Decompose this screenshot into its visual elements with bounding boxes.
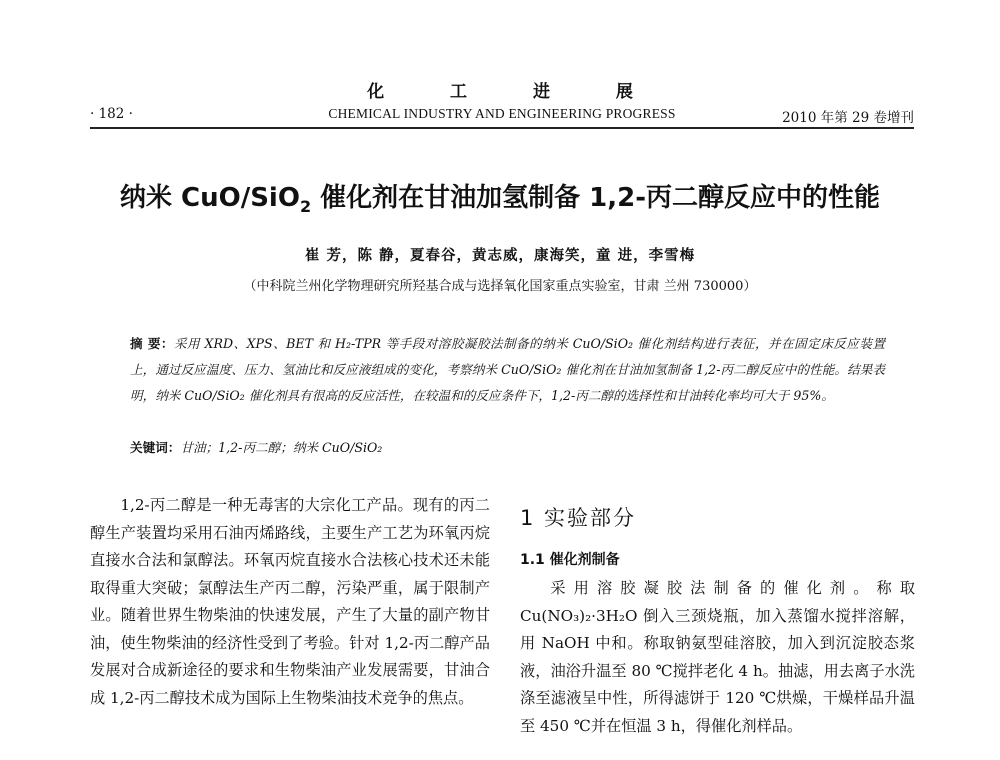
- right-column: [520, 502, 915, 740]
- abstract-label: 摘 要：: [130, 336, 174, 351]
- running-header: [90, 106, 914, 128]
- intro-paragraph: 1,2-丙二醇是一种无毒害的大宗化工产品。现有的丙二醇生产装置均采用石油丙烯路线，主要生产工艺为环氧丙烷直接水合法和氯醇法。环氧丙烷直接水合法核心技术还未能取得重大突破；氯醇法生产丙二醇，污染严重，属于限制产业。随着世界生物柴油的快速发展，产生了大量的副产物甘油，使生物柴油的经济性受到了考验。针对 1,2-丙二醇产品发展对合成新途径的要求和生物柴油产业发展需要，甘油合成 1,2-丙二醇技术成为国际上生物柴油技术竞争的焦点。: [90, 496, 490, 707]
- method-paragraph: 采用溶胶凝胶法制备的催化剂。称取 Cu(NO₃)₂·3H₂O 倒入三颈烧瓶，加入蒸馏水搅拌溶解，用 NaOH 中和。称取钠氨型硅溶胶，加入到沉淀胶态浆液，油浴升温至 80 ℃搅拌老化 4 h。抽滤，用去离子水洗涤至滤液呈中性，所得滤饼于 120 ℃烘燥，干燥样品升温至 450 ℃并在恒温 3 h，得催化剂样品。: [520, 579, 915, 735]
- affiliation: （中科院兰州化学物理研究所羟基合成与选择氧化国家重点实验室，甘肃 兰州 730000）: [243, 279, 757, 294]
- keywords-label: 关键词：: [130, 440, 181, 455]
- issue-info: 2010 年第 29 卷增刊: [782, 110, 914, 126]
- authors: 崔 芳，陈 静，夏春谷，黄志威，康海笑，童 进，李雪梅: [304, 247, 696, 264]
- page-number: · 182 ·: [90, 106, 133, 122]
- title-part-1: 纳米 CuO/SiO: [119, 183, 300, 213]
- abstract: [130, 331, 885, 409]
- journal-name-en: CHEMICAL INDUSTRY AND ENGINEERING PROGRESS: [328, 106, 676, 121]
- left-column: [90, 492, 490, 712]
- abstract-text: 采用 XRD、XPS、BET 和 H₂-TPR 等手段对溶胶凝胶法制备的纳米 CuO/SiO₂ 催化剂结构进行表征，并在固定床反应装置上，通过反应温度、压力、氢油比和反应液组成的变化，考察纳米 CuO/SiO₂ 催化剂在甘油加氢制备 1,2-丙二醇反应中的性能。结果表明，纳米 CuO/SiO₂ 催化剂具有很高的反应活性，在较温和的反应条件下，1,2-丙二醇的选择性和甘油转化率均可大于 95%。: [130, 336, 885, 403]
- keywords: [130, 437, 885, 456]
- section-heading: 1 实验部分: [520, 506, 637, 530]
- title-part-2: 催化剂在甘油加氢制备 1,2-丙二醇反应中的性能: [311, 183, 881, 213]
- article-title: [0, 177, 1000, 217]
- title-subscript: 2: [299, 197, 312, 217]
- keywords-text: 甘油；1,2-丙二醇；纳米 CuO/SiO₂: [180, 440, 383, 455]
- subsection-heading: 1.1 催化剂制备: [520, 552, 620, 568]
- journal-name-cn: 化 工 进 展: [367, 82, 663, 102]
- header-divider: [90, 127, 914, 129]
